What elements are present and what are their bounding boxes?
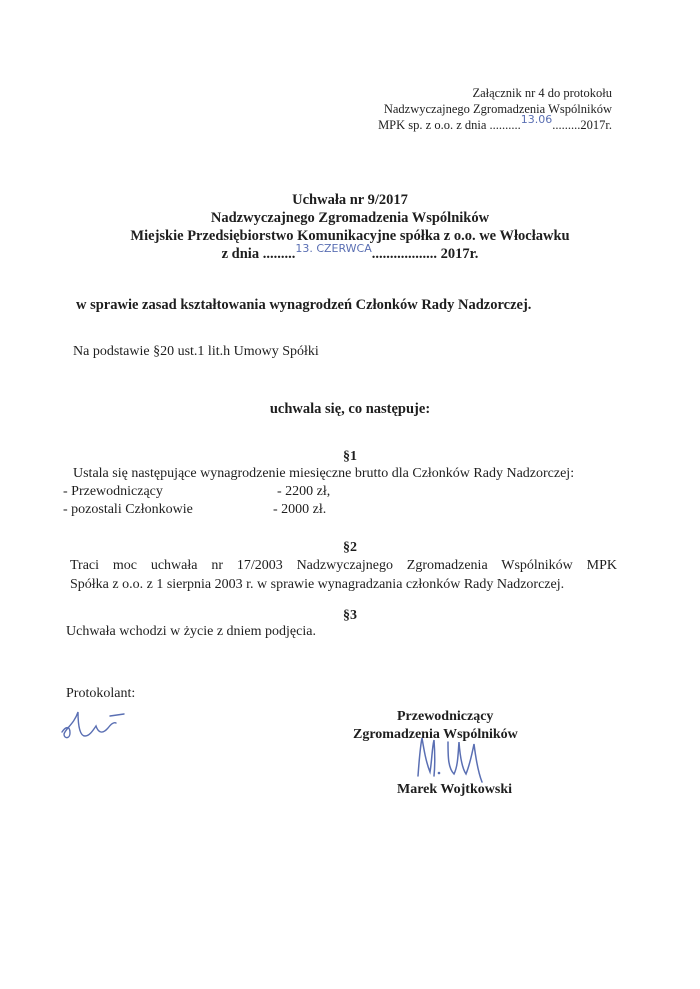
section-1-intro: Ustala się następujące wynagrodzenie miesięczne brutto dla Członków Rady Nadzorczej: bbox=[73, 466, 575, 481]
amount-chair: - 2200 zł, bbox=[277, 484, 331, 499]
role-chair: - Przewodniczący bbox=[63, 484, 163, 499]
company-name: Miejskie Przedsiębiorstwo Komunikacyjne spółka z o.o. we Włocławku bbox=[130, 228, 570, 244]
table-row bbox=[63, 502, 193, 518]
resolves-heading: uchwala się, co następuje: bbox=[269, 401, 431, 417]
role-members: - pozostali Członkowie bbox=[63, 502, 193, 517]
resolution-date bbox=[0, 242, 700, 263]
annex-dots-right: ......... bbox=[552, 118, 581, 132]
section-2-line-2: Spółka z o.o. z 1 sierpnia 2003 r. w sprawie wynagradzania członków Rady Nadzorczej. bbox=[70, 577, 565, 592]
chair-signature-icon bbox=[412, 732, 492, 786]
date-dots-left: ......... bbox=[262, 246, 296, 262]
annex-line-2: Nadzwyczajnego Zgromadzenia Wspólników bbox=[383, 102, 612, 116]
section-2-line-1: Traci moc uchwała nr 17/2003 Nadzwyczajnego Zgromadzenia Wspólników MPK bbox=[70, 558, 617, 573]
recorder-signature-icon bbox=[58, 706, 138, 746]
annex-date-suffix: 2017r. bbox=[580, 118, 612, 132]
resolution-number: Uchwała nr 9/2017 bbox=[292, 192, 408, 208]
date-suffix: 2017r. bbox=[437, 246, 479, 262]
annex-dots-left: .......... bbox=[489, 118, 521, 132]
chair-name: Marek Wojtkowski bbox=[397, 782, 512, 797]
annex-line-1: Załącznik nr 4 do protokołu bbox=[472, 86, 612, 100]
handwritten-date: 13. CZERWCA bbox=[295, 242, 372, 255]
annex-line-3 bbox=[378, 113, 612, 133]
table-row bbox=[63, 484, 163, 500]
section-1-heading: §1 bbox=[343, 449, 357, 464]
resolution-subject: w sprawie zasad kształtowania wynagrodzeń Członków Rady Nadzorczej. bbox=[76, 297, 532, 313]
section-2-heading: §2 bbox=[343, 540, 357, 555]
annex-handwritten-date: 13.06 bbox=[520, 113, 553, 126]
chair-title-1: Przewodniczący bbox=[397, 709, 494, 724]
legal-basis: Na podstawie §20 ust.1 lit.h Umowy Spółki bbox=[73, 344, 319, 359]
section-3-heading: §3 bbox=[343, 608, 357, 623]
section-3-text: Uchwała wchodzi w życie z dniem podjęcia. bbox=[66, 624, 316, 639]
date-dots-right: .................. bbox=[371, 246, 438, 262]
date-prefix: z dnia bbox=[221, 246, 263, 262]
recorder-label: Protokolant: bbox=[66, 686, 136, 701]
assembly-name: Nadzwyczajnego Zgromadzenia Wspólników bbox=[210, 210, 490, 226]
annex-date-prefix: MPK sp. z o.o. z dnia bbox=[378, 118, 490, 132]
amount-members: - 2000 zł. bbox=[273, 502, 327, 517]
chair-title-2: Zgromadzenia Wspólników bbox=[353, 727, 518, 742]
